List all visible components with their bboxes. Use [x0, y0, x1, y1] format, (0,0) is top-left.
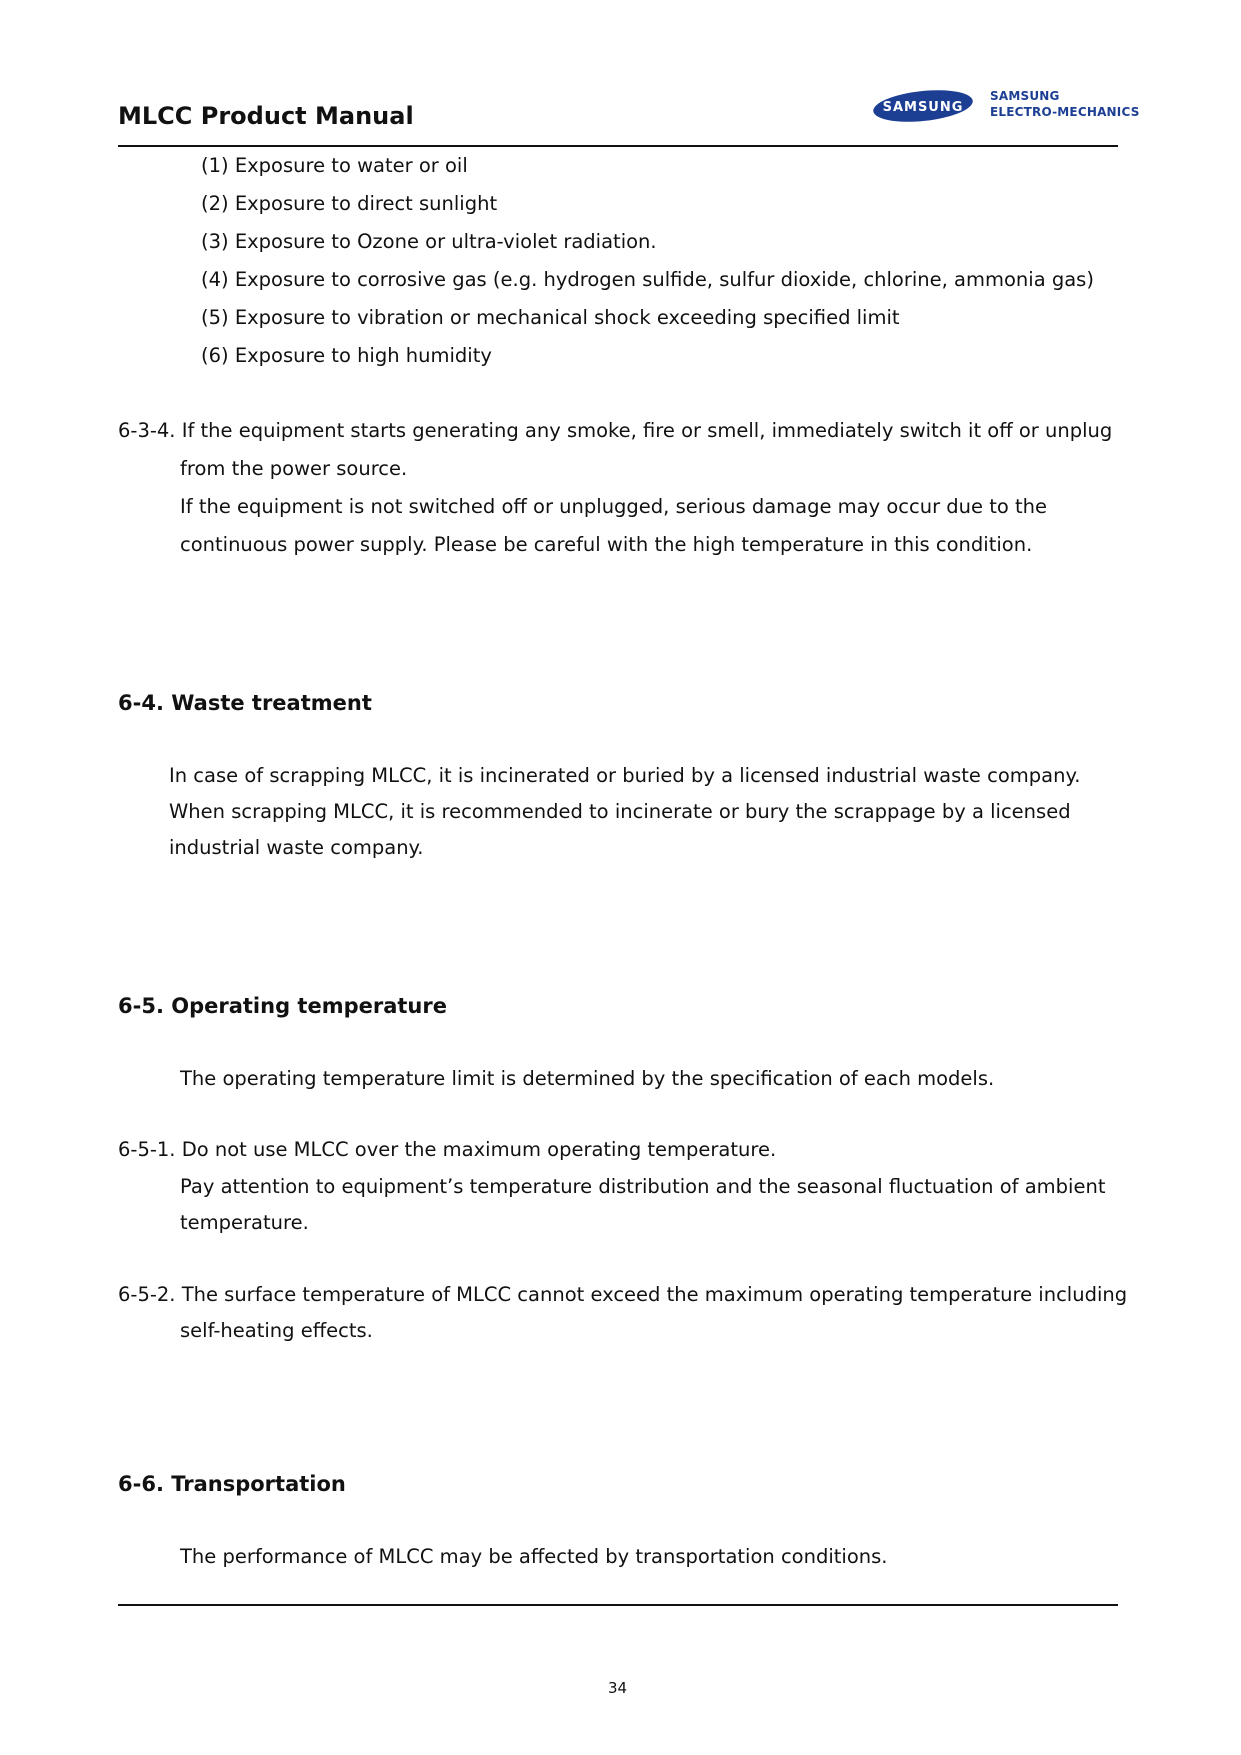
list-item: (1) Exposure to water or oil: [201, 154, 468, 177]
paragraph-line: Pay attention to equipment’s temperature distribution and the seasonal fluctuation of ambient: [180, 1175, 1106, 1198]
list-item: (2) Exposure to direct sunlight: [201, 192, 498, 215]
logo-company-line1: SAMSUNG: [990, 89, 1060, 103]
paragraph-line: self-heating effects.: [180, 1319, 373, 1342]
page-title: MLCC Product Manual: [118, 102, 414, 130]
list-item: (4) Exposure to corrosive gas (e.g. hydrogen sulfide, sulfur dioxide, chlorine, ammonia gas): [201, 268, 1094, 291]
footer-divider: [118, 1604, 1118, 1606]
section-heading: 6-6. Transportation: [118, 1472, 346, 1496]
paragraph-line: When scrapping MLCC, it is recommended to incinerate or bury the scrappage by a licensed: [169, 800, 1071, 823]
section-heading: 6-5. Operating temperature: [118, 994, 447, 1018]
paragraph-line: 6-5-2. The surface temperature of MLCC cannot exceed the maximum operating temperature including: [118, 1283, 1128, 1306]
paragraph-line: 6-5-1. Do not use MLCC over the maximum operating temperature.: [118, 1138, 777, 1161]
logo-company-line2: ELECTRO-MECHANICS: [990, 105, 1140, 119]
paragraph-line: 6-3-4. If the equipment starts generating any smoke, fire or smell, immediately switch it off or unplug: [118, 419, 1113, 442]
page-number: 34: [608, 1679, 628, 1697]
paragraph-line: temperature.: [180, 1211, 309, 1234]
paragraph-line: industrial waste company.: [169, 836, 424, 859]
list-item: (5) Exposure to vibration or mechanical shock exceeding specified limit: [201, 306, 900, 329]
header-divider: [118, 145, 1118, 147]
paragraph-line: The operating temperature limit is determined by the specification of each models.: [180, 1067, 995, 1090]
section-heading: 6-4. Waste treatment: [118, 691, 372, 715]
list-item: (6) Exposure to high humidity: [201, 344, 492, 367]
paragraph-line: from the power source.: [180, 457, 408, 480]
paragraph-line: continuous power supply. Please be careful with the high temperature in this condition.: [180, 533, 1033, 556]
paragraph-line: If the equipment is not switched off or unplugged, serious damage may occur due to the: [180, 495, 1048, 518]
paragraph-line: In case of scrapping MLCC, it is incinerated or buried by a licensed industrial waste company.: [169, 764, 1081, 787]
list-item: (3) Exposure to Ozone or ultra-violet radiation.: [201, 230, 657, 253]
samsung-logo-icon: [872, 88, 974, 124]
logo-wordmark: SAMSUNG: [882, 100, 964, 115]
paragraph-line: The performance of MLCC may be affected by transportation conditions.: [180, 1545, 888, 1568]
